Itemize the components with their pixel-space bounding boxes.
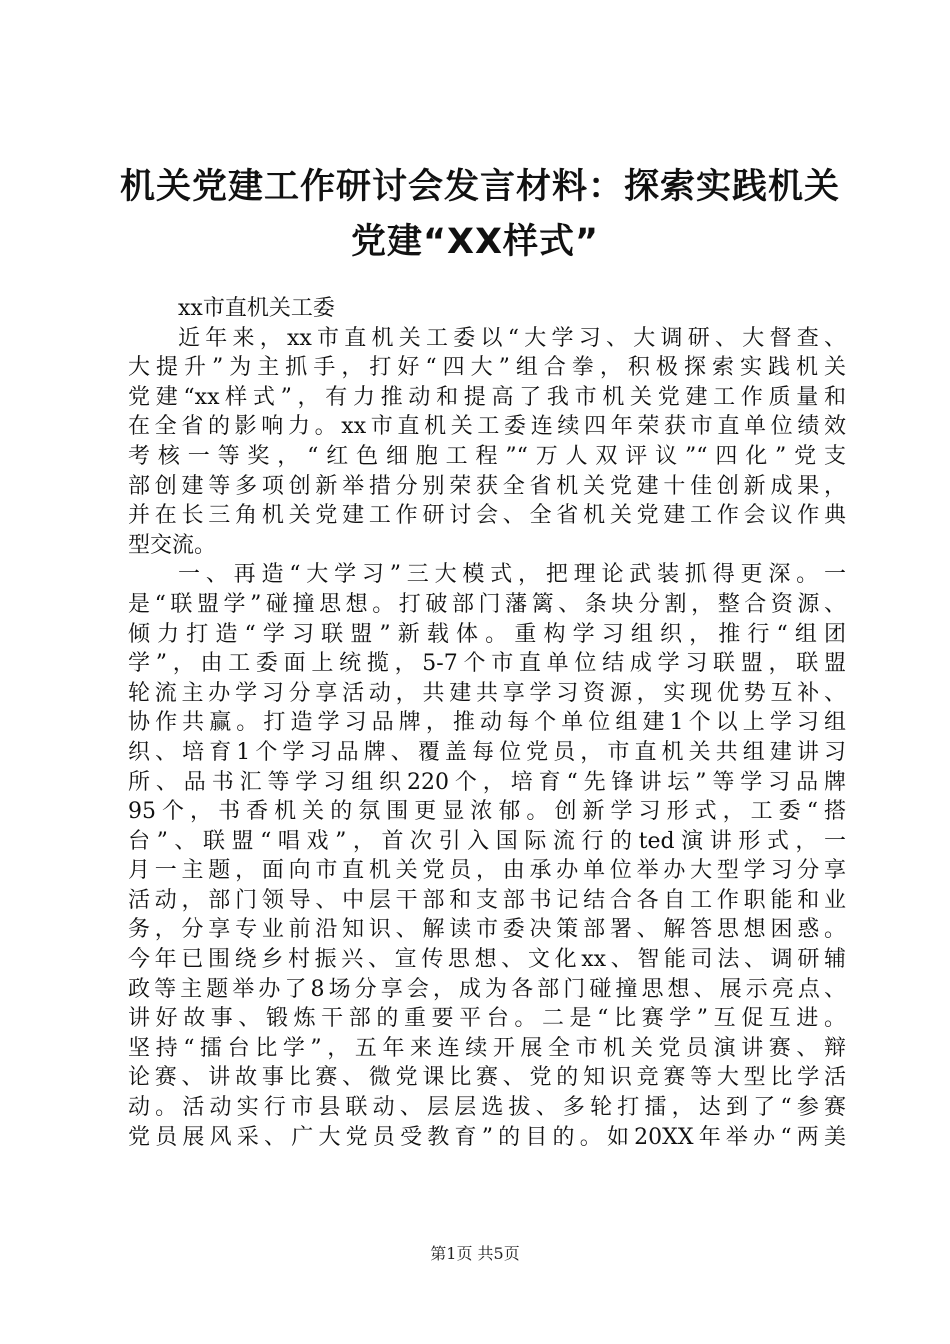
page-footer: 第1页 共5页: [430, 1244, 520, 1263]
body-line: 台”、联盟“唱戏”，首次引入国际流行的ted演讲形式，一: [128, 828, 846, 854]
body-line: 政等主题举办了8场分享会，成为各部门碰撞思想、展示亮点、: [128, 976, 846, 1002]
body-line: 是“联盟学”碰撞思想。打破部门藩篱、条块分割，整合资源、: [128, 591, 846, 617]
body-line: 倾力打造“学习联盟”新载体。重构学习组织，推行“组团: [128, 621, 846, 647]
title-line-1: 机关党建工作研讨会发言材料：探索实践机关: [120, 167, 841, 207]
body-line: 讲好故事、锻炼干部的重要平台。二是“比赛学”互促互进。: [128, 1006, 846, 1032]
document-body: [128, 294, 846, 1152]
body-line: 所、品书汇等学习组织220个，培育“先锋讲坛”等学习品牌: [128, 769, 846, 795]
body-line: 近年来，xx市直机关工委以“大学习、大调研、大督查、: [178, 325, 846, 351]
body-line: 在全省的影响力。xx市直机关工委连续四年荣获市直单位绩效: [128, 414, 846, 440]
body-line: 并在长三角机关党建工作研讨会、全省机关党建工作会议作典: [128, 503, 846, 529]
body-line: 今年已围绕乡村振兴、宣传思想、文化xx、智能司法、调研辅: [128, 947, 846, 973]
body-line: 坚持“擂台比学”，五年来连续开展全市机关党员演讲赛、辩: [128, 1035, 846, 1061]
body-line: 织、培育1个学习品牌、覆盖每位党员，市直机关共组建讲习: [128, 739, 846, 765]
body-line: 论赛、讲故事比赛、微党课比赛、党的知识竞赛等大型比学活: [128, 1065, 846, 1091]
body-line: 型交流。: [128, 532, 217, 558]
document-title: [120, 160, 841, 270]
body-line: 党建“xx样式”，有力推动和提高了我市机关党建工作质量和: [128, 384, 846, 410]
body-line: 考核一等奖，“红色细胞工程”“万人双评议”“四化”党支: [128, 443, 846, 469]
body-line: 95个，书香机关的氛围更显浓郁。创新学习形式，工委“搭: [128, 799, 846, 825]
body-line: 务，分享专业前沿知识、解读市委决策部署、解答思想困惑。: [128, 917, 846, 943]
author-line: xx市直机关工委: [178, 296, 335, 321]
body-line: 月一主题，面向市直机关党员，由承办单位举办大型学习分享: [128, 858, 846, 884]
body-line: 学”，由工委面上统揽，5-7个市直单位结成学习联盟，联盟: [128, 651, 846, 677]
body-line: 协作共赢。打造学习品牌，推动每个单位组建1个以上学习组: [128, 710, 846, 736]
body-line: 轮流主办学习分享活动，共建共享学习资源，实现优势互补、: [128, 680, 846, 706]
title-line-2: 党建“XX样式”: [351, 222, 599, 262]
body-line: 动。活动实行市县联动、层层选拔、多轮打擂，达到了“参赛: [128, 1095, 846, 1121]
body-line: 活动，部门领导、中层干部和支部书记结合各自工作职能和业: [128, 887, 846, 913]
body-line: 部创建等多项创新举措分别荣获全省机关党建十佳创新成果，: [128, 473, 846, 499]
body-line: 党员展风采、广大党员受教育”的目的。如20XX年举办“两美: [128, 1124, 846, 1150]
body-line: 大提升”为主抓手，打好“四大”组合拳，积极探索实践机关: [128, 355, 846, 381]
body-line: 一、再造“大学习”三大模式，把理论武装抓得更深。一: [178, 562, 846, 588]
